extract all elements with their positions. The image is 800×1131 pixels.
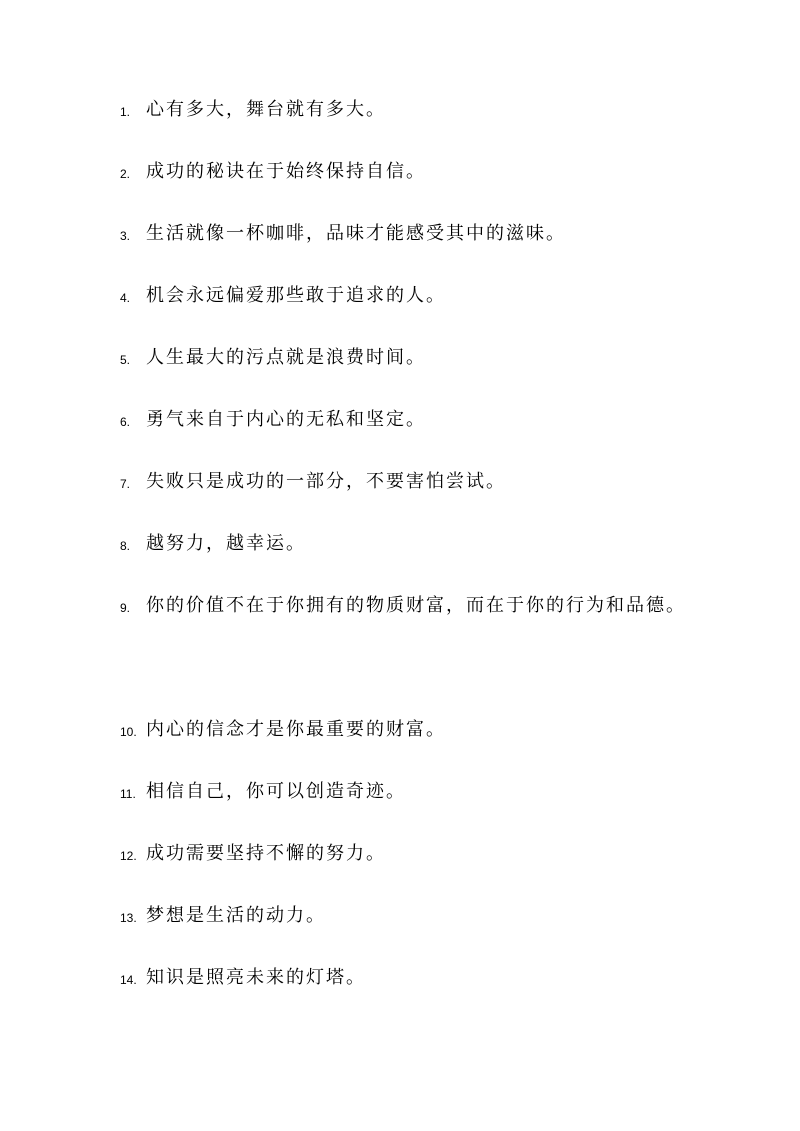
list-item bbox=[120, 834, 700, 896]
list-item bbox=[120, 214, 700, 276]
item-number: 11. bbox=[120, 787, 136, 801]
item-number: 12. bbox=[120, 849, 137, 863]
item-text: 勇气来自于内心的无私和坚定。 bbox=[146, 409, 426, 430]
item-number: 4. bbox=[120, 291, 131, 305]
list-item bbox=[120, 276, 700, 338]
list-item bbox=[120, 586, 700, 710]
list-item bbox=[120, 896, 700, 958]
quote-list bbox=[120, 90, 700, 1020]
item-text: 成功需要坚持不懈的努力。 bbox=[146, 843, 386, 864]
list-item bbox=[120, 152, 700, 214]
list-item bbox=[120, 462, 700, 524]
item-number: 3. bbox=[120, 229, 131, 243]
item-number: 13. bbox=[120, 911, 137, 925]
item-text: 成功的秘诀在于始终保持自信。 bbox=[146, 161, 426, 182]
item-text: 人生最大的污点就是浪费时间。 bbox=[146, 347, 426, 368]
list-item bbox=[120, 772, 700, 834]
item-text: 你的价值不在于你拥有的物质财富，而在于你的行为和品德。 bbox=[146, 595, 686, 616]
item-number: 8. bbox=[120, 539, 131, 553]
item-text: 心有多大，舞台就有多大。 bbox=[146, 99, 386, 120]
item-number: 14. bbox=[120, 973, 137, 987]
item-number: 2. bbox=[120, 167, 131, 181]
list-item bbox=[120, 524, 700, 586]
list-item bbox=[120, 338, 700, 400]
item-text: 梦想是生活的动力。 bbox=[146, 905, 326, 926]
item-number: 10. bbox=[120, 725, 137, 739]
item-number: 5. bbox=[120, 353, 131, 367]
item-number: 9. bbox=[120, 601, 131, 615]
item-text: 知识是照亮未来的灯塔。 bbox=[146, 967, 366, 988]
item-text: 相信自己，你可以创造奇迹。 bbox=[146, 781, 406, 802]
list-item bbox=[120, 400, 700, 462]
item-number: 7. bbox=[120, 477, 131, 491]
list-item bbox=[120, 90, 700, 152]
list-item bbox=[120, 958, 700, 1020]
item-number: 1. bbox=[120, 105, 131, 119]
item-text: 失败只是成功的一部分，不要害怕尝试。 bbox=[146, 471, 506, 492]
list-item bbox=[120, 710, 700, 772]
item-text: 机会永远偏爱那些敢于追求的人。 bbox=[146, 285, 446, 306]
item-text: 越努力，越幸运。 bbox=[146, 533, 306, 554]
item-number: 6. bbox=[120, 415, 131, 429]
item-text: 内心的信念才是你最重要的财富。 bbox=[146, 719, 446, 740]
item-text: 生活就像一杯咖啡，品味才能感受其中的滋味。 bbox=[146, 223, 566, 244]
